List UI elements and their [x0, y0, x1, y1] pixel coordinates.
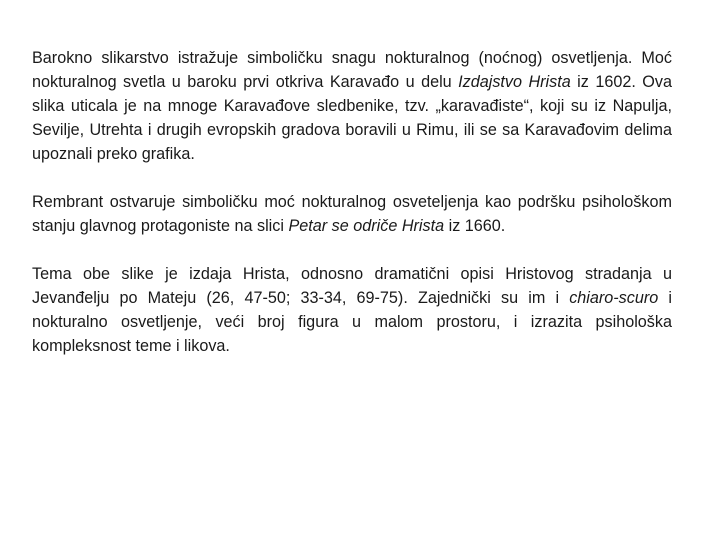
text-body: [32, 46, 672, 358]
paragraph-text: Barokno slikarstvo istražuje simboličku snagu nokturalnog (noćnog) osvetljenja. Moć nokturalnog svetla u baroku prvi otkriva Karavađo u delu: [32, 49, 672, 91]
paragraph-theme: [32, 262, 672, 358]
paragraph-text: i nokturalno osvetljenje, veći broj figura u malom prostoru, i izrazita psihološka kompleksnost teme i likova.: [32, 289, 673, 355]
paragraph-caravaggio: [32, 46, 672, 166]
paragraph-text: Tema obe slike je izdaja Hrista, odnosno dramatični opisi Hristovog stradanja u Jevanđelju po Mateju (26, 47-50; 33-34, 69-75). Zajednički su im i: [32, 265, 672, 307]
paragraph-text: Rembrant ostvaruje simboličku moć nokturalnog osveteljenja kao podršku psihološkom stanju glavnog protagoniste na slici: [32, 193, 672, 235]
paragraph-rembrandt: [32, 190, 672, 238]
paragraph-text: iz 1602. Ova slika uticala je na mnoge Karavađove sledbenike, tzv. „karavađiste“, koji su iz Napulja, Sevilje, Utrehta i drugih evropskih gradova boravili u Rimu, ili se sa Karavađovim delima upoznali preko grafika.: [32, 73, 672, 163]
paragraph-text: iz 1660.: [444, 217, 506, 235]
term-chiaro-scuro: chiaro-scuro: [569, 289, 659, 307]
artwork-title-denial-of-peter: Petar se odriče Hrista: [288, 217, 445, 235]
artwork-title-betrayal-of-christ: Izdajstvo Hrista: [458, 73, 571, 91]
